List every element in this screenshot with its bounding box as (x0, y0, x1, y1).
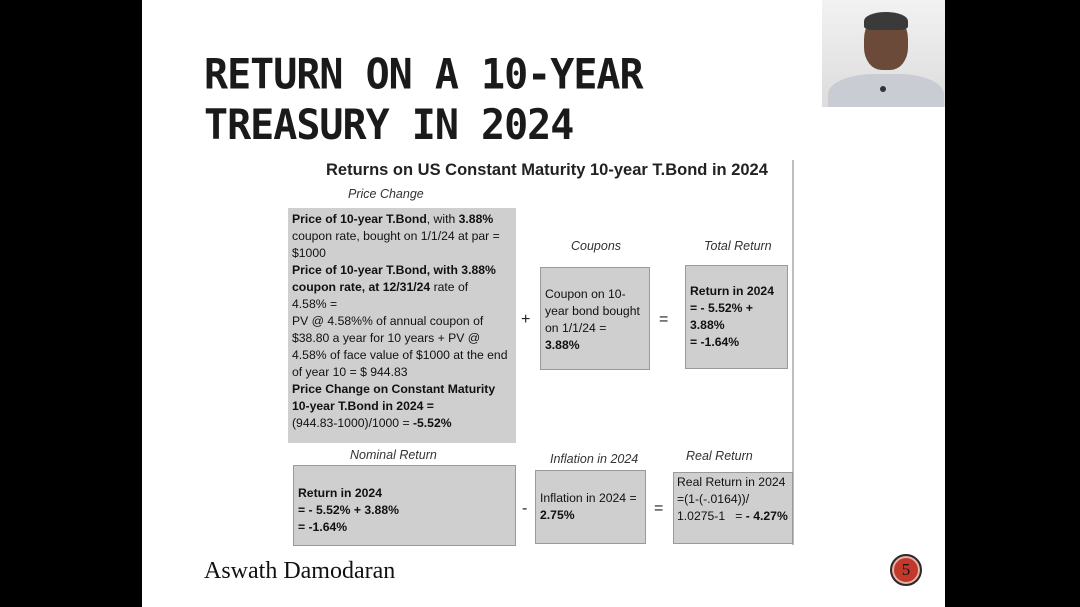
inflation-box (535, 470, 646, 544)
inflation-label: Inflation in 2024 (550, 452, 639, 466)
tr-line4: = -1.64% (690, 335, 740, 349)
nr-line3: = -1.64% (298, 520, 348, 534)
pc-line4: Price of 10-year T.Bond, with 3.88% (292, 263, 496, 277)
rr-line3b: - 4.27% (745, 509, 788, 523)
coupons-line2: year bond bought (545, 304, 640, 318)
coupons-line1: Coupon on 10- (545, 287, 626, 301)
total-return-label: Total Return (704, 239, 772, 253)
nominal-return-box (293, 465, 516, 546)
rr-line1: Real Return in 2024 (677, 475, 786, 489)
pc-line3: $1000 (292, 246, 326, 260)
plus-operator: + (521, 311, 531, 328)
pc-line7: PV @ 4.58%% of annual coupon of (292, 314, 484, 328)
nominal-return-label: Nominal Return (350, 448, 437, 462)
slide-title: RETURN ON A 10-YEAR TREASURY IN 2024 (204, 50, 643, 150)
presenter-hair (864, 12, 908, 30)
pc-line5a: coupon rate, at 12/31/24 (292, 280, 431, 294)
real-return-label: Real Return (686, 449, 753, 463)
total-return-box (685, 265, 788, 369)
pc-line10: of year 10 = $ 944.83 (292, 365, 408, 379)
pc-line1c: 3.88% (458, 212, 494, 226)
pc-line8: $38.80 a year for 10 years + PV @ (292, 331, 481, 345)
rr-line2: =(1-(-.0164))/ (677, 492, 750, 506)
presenter-video (822, 0, 945, 107)
rr-line3a: 1.0275-1 = (677, 509, 746, 523)
price-change-box (288, 208, 516, 443)
slide (142, 0, 945, 607)
pc-line2: coupon rate, bought on 1/1/24 at par = (292, 229, 500, 243)
inflation-line1: Inflation in 2024 = (540, 491, 637, 505)
minus-operator: - (522, 500, 528, 517)
pc-line1a: Price of 10-year T.Bond (292, 212, 427, 226)
figure-title: Returns on US Constant Maturity 10-year T.Bond in 2024 (326, 161, 768, 179)
pc-line11: Price Change on Constant Maturity (292, 382, 496, 396)
pc-line13a: (944.83-1000)/1000 = (292, 416, 413, 430)
equals-operator-bottom: = (654, 500, 664, 517)
pc-line13b: -5.52% (412, 416, 452, 430)
page-number-badge: 5 (890, 554, 922, 586)
nr-line1: Return in 2024 (298, 486, 382, 500)
author-name: Aswath Damodaran (204, 558, 396, 584)
inflation-line2: 2.75% (540, 508, 575, 522)
coupons-box (540, 267, 650, 370)
pc-line1b: , with (426, 212, 459, 226)
coupons-line4: 3.88% (545, 338, 580, 352)
coupons-label: Coupons (571, 239, 622, 253)
coupons-line3: on 1/1/24 = (545, 321, 607, 335)
equals-operator-top: = (659, 311, 669, 328)
pc-line12: 10-year T.Bond in 2024 = (292, 399, 434, 413)
pc-line6: 4.58% = (292, 297, 338, 311)
tr-line1: Return in 2024 (690, 284, 774, 298)
nr-line2: = - 5.52% + 3.88% (298, 503, 399, 517)
price-change-label: Price Change (348, 187, 424, 201)
lapel-mic-icon (880, 86, 886, 92)
real-return-box (673, 472, 793, 544)
presenter-shirt (828, 74, 944, 107)
tr-line3: 3.88% (690, 318, 725, 332)
pc-line5b: rate of (430, 280, 469, 294)
tr-line2: = - 5.52% + (690, 301, 754, 315)
pc-line9: 4.58% of face value of $1000 at the end (292, 348, 508, 362)
